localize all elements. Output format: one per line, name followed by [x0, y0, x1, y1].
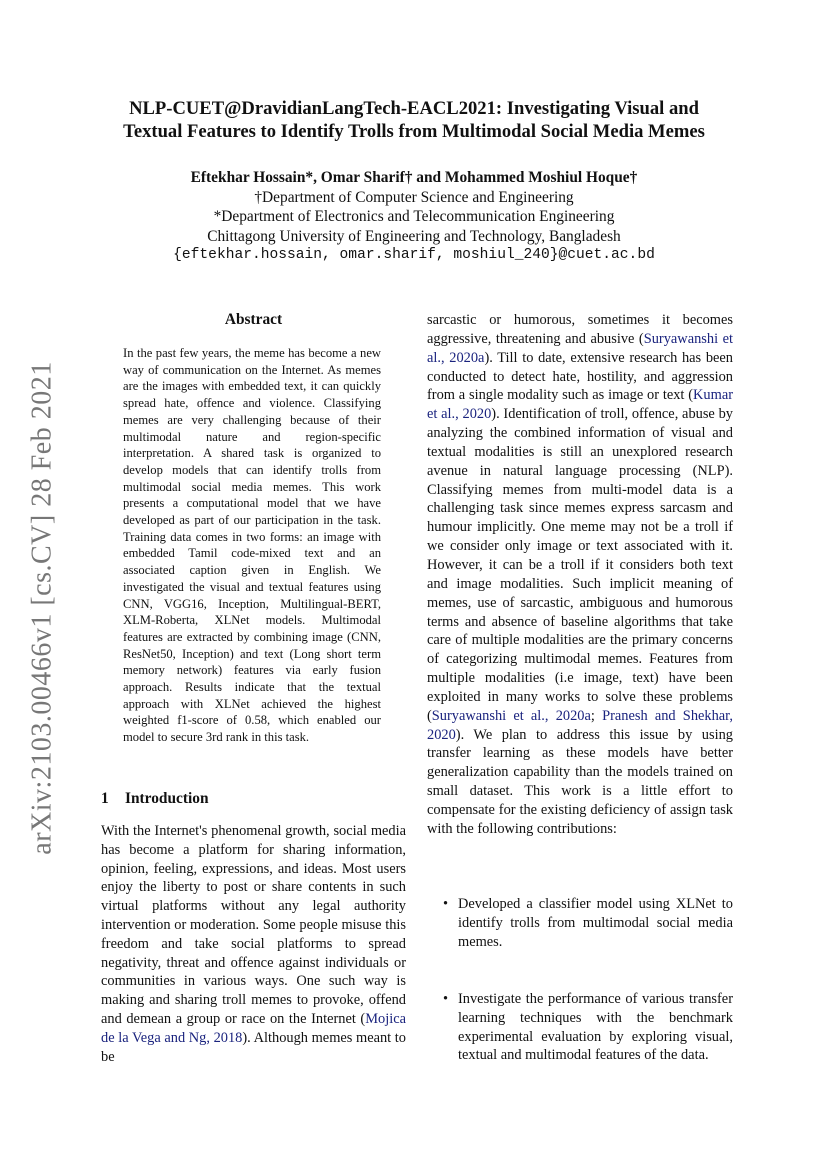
section-heading-introduction	[101, 790, 209, 808]
citation-link[interactable]: Pranesh and Shekhar, 2020	[427, 707, 733, 743]
section-title: Introduction	[125, 790, 209, 807]
author-emails: {eftekhar.hossain, omar.sharif, moshiul_240}@cuet.ac.bd	[173, 247, 655, 263]
arxiv-stamp	[18, 360, 68, 855]
citation-link[interactable]: Kumar et al., 2020	[427, 387, 733, 423]
contribution-list	[440, 895, 733, 1065]
contribution-text: Investigate the performance of various transfer learning techniques with the benchmark experimental evaluation by exploring visual, textual and multimodal features of the data.	[458, 990, 733, 1064]
section-number: 1	[101, 790, 109, 807]
affiliation-university: Chittagong University of Engineering and Technology, Bangladesh	[207, 227, 621, 245]
affiliation-ete: *Department of Electronics and Telecommunication Engineering	[213, 208, 615, 225]
intro-text-3: sarcastic or humorous, sometimes it becomes aggressive, threatening and abusive (	[427, 312, 733, 347]
citation-link[interactable]: Mojica de la Vega and Ng, 2018	[101, 1010, 406, 1046]
title-line-1: NLP-CUET@DravidianLangTech-EACL2021: Investigating Visual and	[129, 98, 699, 119]
intro-paragraph-right	[427, 311, 733, 839]
citation-link[interactable]: Suryawanshi et al., 2020a	[431, 707, 591, 724]
citation-link[interactable]: Suryawanshi et al., 2020a	[427, 330, 733, 366]
list-item	[440, 895, 733, 952]
intro-text-1: With the Internet's phenomenal growth, social media has become a platform for sharing information, opinion, feeling, expressions, and ideas. Most users enjoy the liberty to post or share contents in such virtual platforms without any legal authority intervention or moderation. Some people misuse this freedom and take social platforms to spread negativity, threat and offence against individuals or communities in various ways. One such way is making and sharing troll memes to provoke, offend and demean a group or race on the Internet (	[101, 823, 406, 1027]
intro-text-4: ). Till to date, extensive research has been conducted to detect hate, hostility, and aggression from a single modality such as image or text (	[427, 349, 733, 404]
list-item	[440, 990, 733, 1066]
contribution-text: Developed a classifier model using XLNet to identify trolls from multimodal social media memes.	[458, 896, 733, 950]
intro-paragraph-left	[101, 822, 406, 1066]
affiliation-cse: †Department of Computer Science and Engineering	[254, 188, 574, 206]
author-names: Eftekhar Hossain*, Omar Sharif† and Mohammed Moshiul Hoque†	[190, 169, 638, 186]
intro-text-2: ). Although memes meant to be	[101, 1029, 406, 1065]
author-block	[90, 168, 738, 266]
abstract-text: In the past few years, the meme has become a new way of communication on the Internet. As memes are the images with embedded text, it can quickly spread hate, offence and violence. Classifying memes are very challenging because of their multimodal nature and region-specific interpretation. A shared task is organized to develop models that can identify trolls from multimodal social media memes. This work presents a computational model that we have developed as part of our participation in the task. Training data comes in two forms: an image with embedded Tamil code-mixed text and an associated caption given in English. We investigated the visual and textual features using CNN, VGG16, Inception, Multilingual-BERT, XLM-Roberta, XLNet models. Multimodal features are extracted by combining image (CNN, ResNet50, Inception) and text (Long short term memory network) features via early fusion approach. Results indicate that the textual approach with XLNet achieved the highest weighted f1-score of 0.58, which enabled our model to secure 3rd rank in this task.	[123, 346, 381, 745]
paper-title	[90, 97, 738, 143]
bullet: •	[443, 896, 449, 912]
intro-text-5: ). Identification of troll, offence, abuse by analyzing the combined information of visual and textual modalities is still an unexplored research avenue in natural language processing (NLP). Classifying memes from multi-model data is a challenging task since memes express sarcasm and humour implicitly. One meme may not be a troll if we consider only image or text associated with it. However, it can be a troll if it considers both text and image modalities. Such implicit meaning of memes, use of sarcastic, ambiguous and humorous terms and absence of baseline algorithms that take care of multiple modalities are the primary concerns of categorizing multimodal memes. Features from multiple modalities (i.e image, text) have been exploited in many works to solve these problems (	[427, 406, 733, 724]
intro-text-6: ). We plan to address this issue by using transfer learning as these models have better generalization capability than the models trained on small dataset. This work is a little effort to compensate for the existing deficiency of assign task with the following contributions:	[427, 726, 733, 837]
bullet: •	[443, 990, 449, 1007]
abstract-heading: Abstract	[224, 311, 283, 328]
title-line-2: Textual Features to Identify Trolls from Multimodal Social Media Memes	[123, 121, 705, 142]
citation-separator: ;	[590, 707, 603, 724]
arxiv-id: arXiv:2103.00466v1 [cs.CV] 28 Feb 2021	[27, 360, 58, 855]
